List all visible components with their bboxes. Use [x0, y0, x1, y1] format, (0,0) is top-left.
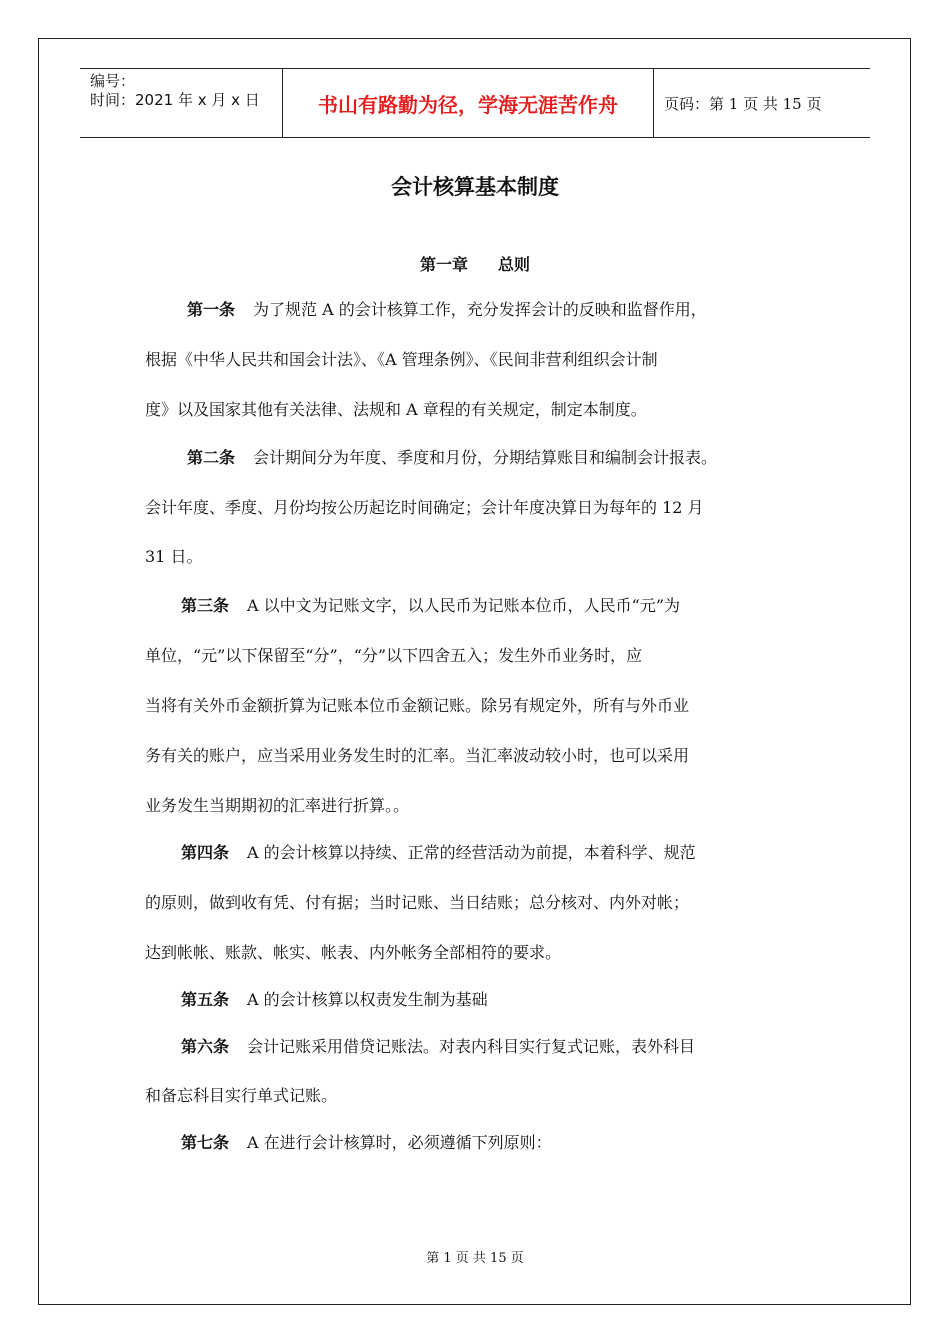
article-3-line-5: 业务发生当期期初的汇率进行折算。。 [145, 796, 410, 815]
chapter-heading [0, 252, 950, 275]
article-6-label: 第六条 [181, 1037, 230, 1056]
article-7-label: 第七条 [181, 1133, 230, 1152]
page-info: 页码：第 1 页 共 15 页 [664, 94, 822, 113]
article-2-line-2: 会计年度、季度、月份均按公历起讫时间确定；会计年度决算日为每年的 12 月 [145, 498, 704, 517]
article-3-line-3: 当将有关外币金额折算为记账本位币金额记账。除另有规定外，所有与外币业 [145, 696, 690, 715]
article-5-label: 第五条 [181, 990, 230, 1009]
document-title: 会计核算基本制度 [391, 175, 559, 199]
page-border [38, 38, 911, 1305]
article-6-line-1: 第六条 会计记账采用借贷记账法。对表内科目实行复式记账，表外科目 [181, 1037, 696, 1056]
header-motto-cell [282, 69, 654, 137]
article-2-line-1: 第二条 会计期间分为年度、季度和月份，分期结算账目和编制会计报表。 [187, 448, 718, 467]
number-label: 编号： [90, 72, 136, 90]
article-5-line-1: 第五条 A 的会计核算以权责发生制为基础 [181, 990, 488, 1009]
article-3-line-2: 单位，“元”以下保留至“分”，“分”以下四舍五入；发生外币业务时，应 [145, 646, 643, 665]
document-header [80, 68, 870, 138]
article-4-line-2: 的原则，做到收有凭、付有据；当时记账、当日结账；总分核对、内外对帐； [145, 893, 690, 912]
article-2-line-3: 31 日。 [145, 547, 203, 566]
page-footer: 第 1 页 共 15 页 [426, 1251, 524, 1266]
article-3-label: 第三条 [181, 596, 230, 615]
article-1-line-2: 根据《中华人民共和国会计法》、《A 管理条例》、《民间非营利组织会计制 [145, 350, 658, 369]
article-1-label: 第一条 [187, 300, 236, 319]
article-6-line-2: 和备忘科目实行单式记账。 [145, 1086, 338, 1105]
article-4-line-3: 达到帐帐、账款、帐实、帐表、内外帐务全部相符的要求。 [145, 943, 562, 962]
header-page-cell [654, 69, 870, 137]
article-2-label: 第二条 [187, 448, 236, 467]
date-label: 时间：2021 年 x 月 x 日 [90, 91, 260, 109]
article-4-line-1: 第四条 A 的会计核算以持续、正常的经营活动为前提，本着科学、规范 [181, 843, 696, 862]
motto: 书山有路勤为径，学海无涯苦作舟 [318, 92, 618, 117]
article-3-line-1: 第三条 A 以中文为记账文字，以人民币为记账本位币，人民币“元”为 [181, 596, 681, 615]
article-1-line-1: 第一条 为了规范 A 的会计核算工作，充分发挥会计的反映和监督作用， [187, 300, 707, 319]
article-7-line-1: 第七条 A 在进行会计核算时，必须遵循下列原则： [181, 1133, 552, 1152]
chapter-name: 总则 [498, 255, 531, 274]
header-meta [80, 69, 282, 137]
chapter-number: 第一章 [419, 255, 468, 274]
article-1-line-3: 度》以及国家其他有关法律、法规和 A 章程的有关规定，制定本制度。 [145, 400, 647, 419]
article-4-label: 第四条 [181, 843, 230, 862]
article-3-line-4: 务有关的账户，应当采用业务发生时的汇率。当汇率波动较小时，也可以采用 [145, 746, 690, 765]
